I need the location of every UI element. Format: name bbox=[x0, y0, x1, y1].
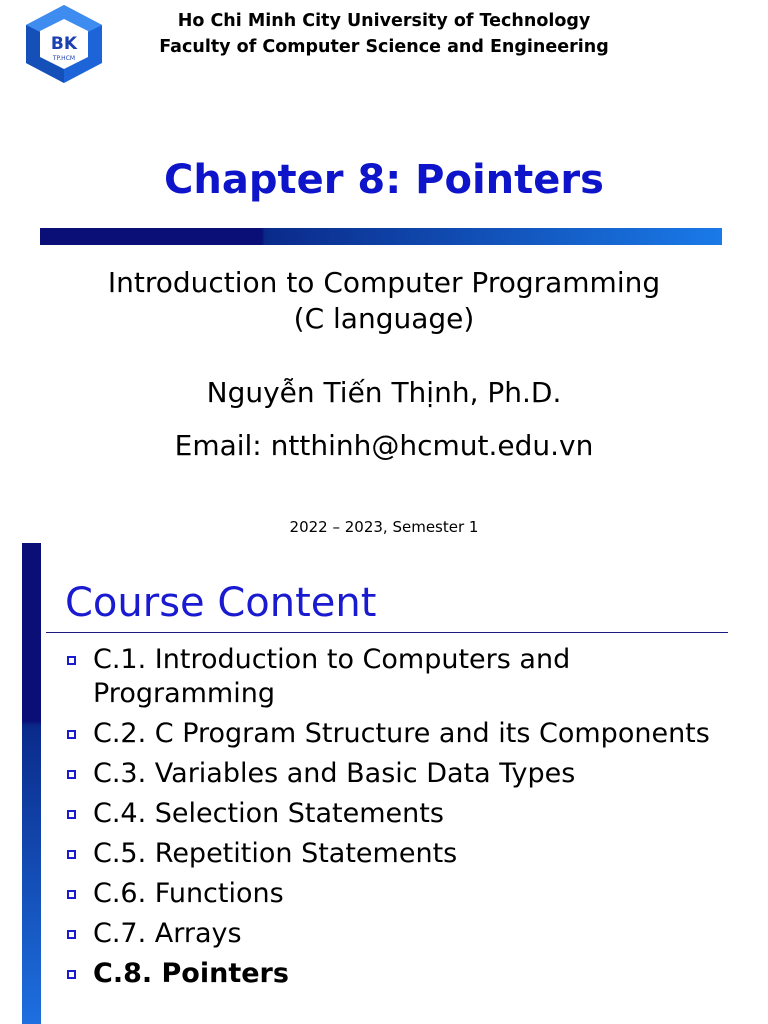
list-item bbox=[62, 917, 742, 951]
course-content-slide bbox=[0, 543, 768, 1024]
logo-text: BK bbox=[50, 34, 78, 54]
list-item-label: C.5. Repetition Statements bbox=[93, 838, 458, 869]
course-subtitle: Introduction to Computer Programming bbox=[107, 266, 661, 299]
square-bullet-icon bbox=[67, 970, 76, 979]
institution-name: Ho Chi Minh City University of Technology bbox=[177, 11, 591, 31]
title-underline bbox=[46, 632, 728, 633]
list-item-label: C.6. Functions bbox=[93, 878, 284, 909]
university-logo bbox=[22, 3, 106, 85]
list-item bbox=[62, 837, 742, 871]
list-item bbox=[62, 643, 742, 711]
square-bullet-icon bbox=[67, 770, 76, 779]
square-bullet-icon bbox=[67, 656, 76, 665]
square-bullet-icon bbox=[67, 730, 76, 739]
list-item-label: C.1. Introduction to Computers and Programming bbox=[93, 644, 571, 709]
content-title: Course Content bbox=[65, 580, 377, 626]
chapter-title: Chapter 8: Pointers bbox=[164, 157, 604, 203]
list-item-label: C.7. Arrays bbox=[93, 918, 242, 949]
square-bullet-icon bbox=[67, 850, 76, 859]
list-item bbox=[62, 957, 742, 991]
square-bullet-icon bbox=[67, 930, 76, 939]
list-item bbox=[62, 717, 742, 751]
author-name: Nguyễn Tiến Thịnh, Ph.D. bbox=[206, 376, 562, 409]
square-bullet-icon bbox=[67, 890, 76, 899]
course-content-list bbox=[62, 643, 742, 997]
list-item bbox=[62, 757, 742, 791]
faculty-name: Faculty of Computer Science and Engineering bbox=[159, 37, 609, 57]
list-item bbox=[62, 797, 742, 831]
list-item-label: C.8. Pointers bbox=[93, 958, 289, 989]
square-bullet-icon bbox=[67, 810, 76, 819]
course-language: (C language) bbox=[293, 302, 475, 335]
title-divider-bar bbox=[40, 228, 722, 245]
slide-sidebar-bar bbox=[22, 543, 41, 1024]
author-email: Email: ntthinh@hcmut.edu.vn bbox=[174, 429, 594, 462]
list-item-label: C.2. C Program Structure and its Components bbox=[93, 718, 710, 749]
list-item-label: C.4. Selection Statements bbox=[93, 798, 444, 829]
list-item-label: C.3. Variables and Basic Data Types bbox=[93, 758, 576, 789]
logo-subtext: TP.HCM bbox=[52, 55, 76, 62]
semester-label: 2022 – 2023, Semester 1 bbox=[289, 518, 479, 536]
list-item bbox=[62, 877, 742, 911]
